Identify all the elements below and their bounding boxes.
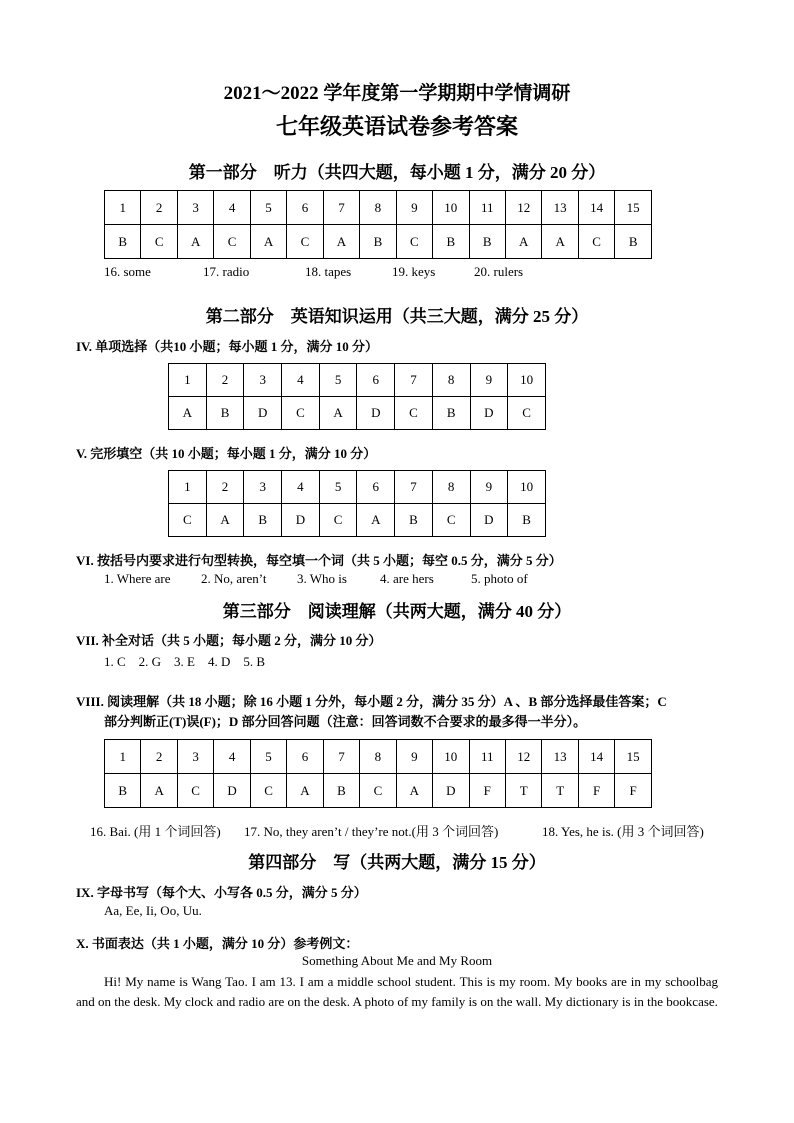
answer-cell: C: [396, 225, 432, 259]
answer-cell: D: [470, 504, 508, 537]
question-number-cell: 9: [396, 740, 432, 774]
answer-cell: F: [615, 774, 652, 808]
answer-cell: A: [141, 774, 177, 808]
question-number-cell: 13: [542, 191, 578, 225]
question-number-cell: 4: [282, 364, 320, 397]
question-number-cell: 8: [432, 364, 470, 397]
question-number-cell: 1: [169, 471, 207, 504]
question-number-cell: 10: [508, 471, 546, 504]
part4-heading: 第四部分 写（共两大题，满分 15 分）: [248, 853, 546, 872]
question-number-cell: 10: [508, 364, 546, 397]
question-number-cell: 7: [323, 740, 359, 774]
answer-cell: C: [432, 504, 470, 537]
answer-cell: D: [282, 504, 320, 537]
question-number-cell: 14: [578, 191, 614, 225]
answer-cell: A: [287, 774, 323, 808]
question-number-cell: 12: [505, 740, 541, 774]
question-number-cell: 3: [244, 364, 282, 397]
answer-key-title: 七年级英语试卷参考答案: [275, 114, 518, 139]
question-number-cell: 9: [470, 471, 508, 504]
section-viii-title-line2: 部分判断正(T)误(F)；D 部分回答问题（注意：回答词数不合要求的最多得一半分）。: [104, 714, 587, 729]
sentence-answer: 5. photo of: [471, 571, 528, 586]
question-number-cell: 6: [287, 191, 323, 225]
section-v-answer-table: [168, 470, 546, 537]
answer-cell: C: [177, 774, 213, 808]
answer-cell: A: [169, 397, 207, 430]
question-number-cell: 7: [323, 191, 359, 225]
question-number-cell: 2: [206, 364, 244, 397]
fill-answer: 20. rulers: [474, 264, 524, 279]
question-number-cell: 5: [250, 191, 286, 225]
answer-cell: C: [508, 397, 546, 430]
part2-heading: 第二部分 英语知识运用（共三大题，满分 25 分）: [205, 307, 589, 326]
fill-answer: 17. radio: [203, 264, 250, 279]
answer-cell: C: [169, 504, 207, 537]
answer-cell: C: [287, 225, 323, 259]
answer-cell: B: [105, 225, 141, 259]
answer-cell: D: [433, 774, 469, 808]
answer-cell: A: [396, 774, 432, 808]
essay-body: Hi! My name is Wang Tao. I am 13. I am a middle school student. This is my room. My books are in my schoolbag and on the desk. My clock and radio are on the desk. A photo of my family is on the wall. My dictionary is in the bookcase.: [76, 974, 718, 1009]
question-number-cell: 4: [214, 740, 250, 774]
sentence-answer: 1. Where are: [104, 571, 171, 586]
question-number-cell: 13: [542, 740, 578, 774]
letter-writing-answer: Aa, Ee, Ii, Oo, Uu.: [104, 903, 202, 918]
reading-answer: 18. Yes, he is. (用 3 个词回答): [542, 824, 704, 839]
section-ix-title: IX. 字母书写（每个大、小写各 0.5 分，满分 5 分）: [76, 885, 367, 900]
part1-answer-table: [104, 190, 652, 259]
section-vii-title: VII. 补全对话（共 5 小题；每小题 2 分，满分 10 分）: [76, 633, 382, 648]
answer-cell: B: [206, 397, 244, 430]
answer-cell: D: [214, 774, 250, 808]
question-number-cell: 5: [319, 471, 357, 504]
section-iv-answer-table: [168, 363, 546, 430]
section-viii-title-line1: VIII. 阅读理解（共 18 小题；除 16 小题 1 分外，每小题 2 分，满分 35 分）A 、B 部分选择最佳答案；C: [76, 694, 667, 709]
question-number-cell: 3: [177, 191, 213, 225]
answer-cell: C: [250, 774, 286, 808]
reading-answer: 16. Bai. (用 1 个词回答): [90, 824, 221, 839]
answer-cell: A: [177, 225, 213, 259]
answer-cell: D: [357, 397, 395, 430]
fill-answer: 16. some: [104, 264, 151, 279]
fill-answer: 19. keys: [392, 264, 436, 279]
answer-cell: A: [323, 225, 359, 259]
question-number-cell: 8: [360, 191, 396, 225]
answer-cell: B: [105, 774, 141, 808]
section-v-title: V. 完形填空（共 10 小题；每小题 1 分，满分 10 分）: [76, 446, 377, 461]
question-number-cell: 1: [105, 740, 141, 774]
answer-cell: A: [319, 397, 357, 430]
question-number-cell: 6: [357, 471, 395, 504]
answer-cell: C: [578, 225, 614, 259]
question-number-cell: 1: [105, 191, 141, 225]
answer-cell: B: [432, 397, 470, 430]
answer-cell: C: [141, 225, 177, 259]
question-number-cell: 1: [169, 364, 207, 397]
question-number-cell: 7: [395, 364, 433, 397]
answer-cell: B: [360, 225, 396, 259]
answer-cell: T: [542, 774, 578, 808]
answer-cell: F: [578, 774, 614, 808]
answer-cell: C: [214, 225, 250, 259]
reading-answer: 17. No, they aren’t / they’re not.(用 3 个词回答): [244, 824, 499, 839]
answer-cell: A: [206, 504, 244, 537]
question-number-cell: 2: [141, 191, 177, 225]
sentence-answer: 2. No, aren’t: [201, 571, 267, 586]
sentence-answer: 4. are hers: [380, 571, 434, 586]
question-number-cell: 2: [141, 740, 177, 774]
part3-heading: 第三部分 阅读理解（共两大题，满分 40 分）: [222, 602, 572, 621]
question-number-cell: 11: [469, 191, 505, 225]
part1-heading: 第一部分 听力（共四大题，每小题 1 分，满分 20 分）: [188, 163, 606, 182]
answer-cell: C: [395, 397, 433, 430]
section-iv-title: IV. 单项选择（共10 小题；每小题 1 分，满分 10 分）: [76, 339, 379, 354]
question-number-cell: 15: [615, 191, 652, 225]
section-x-title: X. 书面表达（共 1 小题，满分 10 分）参考例文：: [76, 936, 359, 951]
question-number-cell: 8: [360, 740, 396, 774]
answer-cell: B: [244, 504, 282, 537]
answer-cell: F: [469, 774, 505, 808]
answer-cell: D: [470, 397, 508, 430]
answer-cell: A: [542, 225, 578, 259]
answer-cell: C: [319, 504, 357, 537]
question-number-cell: 9: [396, 191, 432, 225]
answer-cell: A: [505, 225, 541, 259]
question-number-cell: 5: [319, 364, 357, 397]
question-number-cell: 12: [505, 191, 541, 225]
answer-cell: B: [395, 504, 433, 537]
question-number-cell: 6: [287, 740, 323, 774]
answer-cell: B: [469, 225, 505, 259]
question-number-cell: 10: [433, 740, 469, 774]
question-number-cell: 15: [615, 740, 652, 774]
question-number-cell: 14: [578, 740, 614, 774]
answer-cell: B: [508, 504, 546, 537]
question-number-cell: 9: [470, 364, 508, 397]
answer-cell: D: [244, 397, 282, 430]
question-number-cell: 3: [177, 740, 213, 774]
question-number-cell: 4: [282, 471, 320, 504]
essay-title: Something About Me and My Room: [301, 953, 493, 968]
answer-cell: B: [433, 225, 469, 259]
answer-cell: A: [250, 225, 286, 259]
question-number-cell: 5: [250, 740, 286, 774]
question-number-cell: 11: [469, 740, 505, 774]
exam-title: 2021～2022 学年度第一学期期中学情调研: [223, 83, 571, 104]
section-vi-title: VI. 按括号内要求进行句型转换，每空填一个词（共 5 小题；每空 0.5 分，满分 5 分）: [76, 553, 562, 568]
section-viii-answer-table: [104, 739, 652, 808]
answer-cell: A: [357, 504, 395, 537]
answer-cell: C: [360, 774, 396, 808]
dialogue-answers: 1. C 2. G 3. E 4. D 5. B: [104, 654, 266, 669]
answer-cell: C: [282, 397, 320, 430]
answer-cell: T: [505, 774, 541, 808]
question-number-cell: 8: [432, 471, 470, 504]
fill-answer: 18. tapes: [305, 264, 352, 279]
question-number-cell: 4: [214, 191, 250, 225]
question-number-cell: 2: [206, 471, 244, 504]
answer-cell: B: [615, 225, 652, 259]
question-number-cell: 7: [395, 471, 433, 504]
question-number-cell: 6: [357, 364, 395, 397]
sentence-answer: 3. Who is: [297, 571, 347, 586]
question-number-cell: 10: [433, 191, 469, 225]
question-number-cell: 3: [244, 471, 282, 504]
answer-cell: B: [323, 774, 359, 808]
